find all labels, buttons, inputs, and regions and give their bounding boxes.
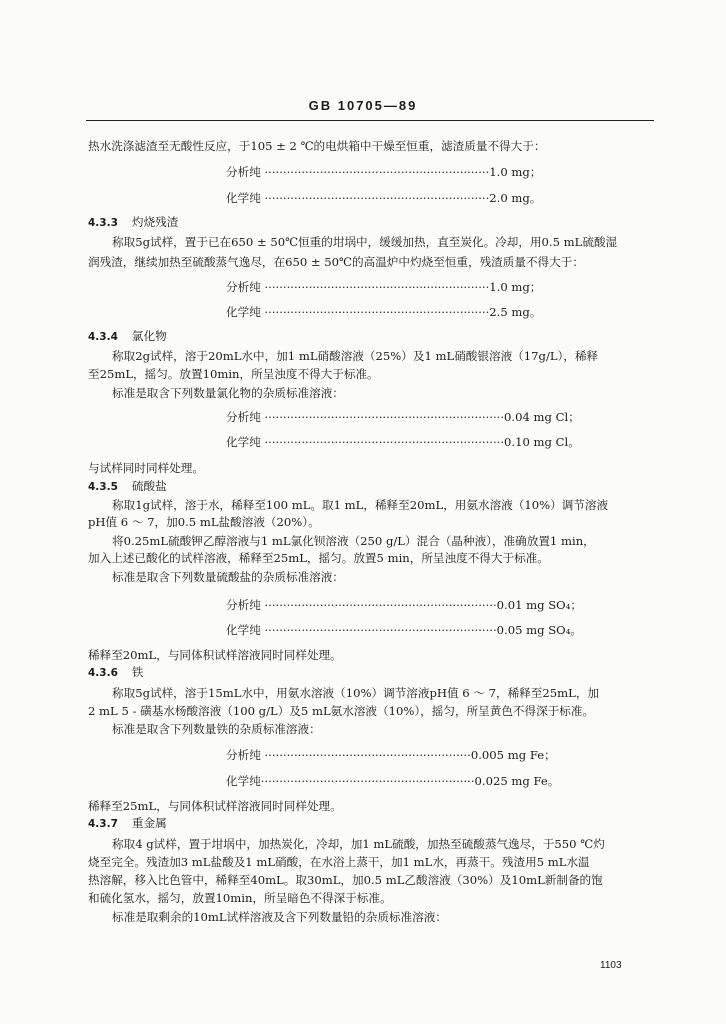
- limit-line: 分析纯 ························································0.005 mg Fe；: [226, 748, 556, 762]
- text-line: 至25mL，摇匀。放置10min，所呈浊度不得大于标准。: [88, 367, 379, 381]
- standard-number: GB 10705—89: [308, 98, 418, 113]
- limit-line: 化学纯 ·····························································2.5 mg。: [226, 305, 542, 319]
- page-number: 1103: [600, 960, 622, 971]
- limit-line: 分析纯 ·································································0.04 mg Cl；: [226, 410, 580, 424]
- text-line: 2 mL 5 - 磺基水杨酸溶液（100 g/L）及5 mL氨水溶液（10%），摇匀，所呈黄色不得深于标准。: [88, 704, 595, 718]
- section-title: 重金属: [131, 816, 167, 830]
- section-heading: [88, 214, 178, 231]
- text-line: 稀释至20mL，与同体积试样溶液同时同样处理。: [88, 648, 342, 662]
- section-number: 4.3.7: [88, 818, 118, 830]
- text-line: 称取5g试样，置于已在650 ± 50℃恒重的坩埚中，缓缓加热，直至炭化。冷却，用0.5 mL硫酸湿: [112, 235, 618, 249]
- text-line: 与试样同时同样处理。: [88, 461, 204, 475]
- section-heading: [88, 328, 167, 345]
- section-heading: [88, 815, 167, 832]
- limit-line: 化学纯··························································0.025 mg Fe。: [226, 774, 560, 788]
- limit-line: 化学纯 ·······························································0.05 mg SO₄。: [226, 623, 582, 637]
- limit-line: 分析纯 ·····························································1.0 mg；: [226, 165, 542, 179]
- section-number: 4.3.6: [88, 667, 118, 679]
- text-line: 将0.25mL硫酸钾乙醇溶液与1 mL氯化钡溶液（250 g/L）混合（晶种液），准确放置1 min，: [112, 534, 595, 548]
- section-number: 4.3.3: [88, 217, 118, 229]
- text-line: 加入上述已酸化的试样溶液，稀释至25mL，摇匀。放置5 min，所呈浊度不得大于标准。: [88, 551, 549, 565]
- section-title: 铁: [131, 665, 144, 679]
- text-line: 称取4 g试样，置于坩埚中，加热炭化，冷却，加1 mL硫酸，加热至硫酸蒸气逸尽，于550 ℃灼: [112, 837, 605, 851]
- limit-line: 分析纯 ·······························································0.01 mg SO₄；: [226, 598, 582, 612]
- section-number: 4.3.5: [88, 481, 118, 493]
- section-heading: [88, 664, 144, 681]
- text-line: 称取2g试样，溶于20mL水中，加1 mL硝酸溶液（25%）及1 mL硝酸银溶液（17g/L），稀释: [112, 349, 599, 363]
- text-line: 和硫化氢水，摇匀，放置10min，所呈暗色不得深于标准。: [88, 891, 392, 905]
- limit-line: 化学纯 ·····························································2.0 mg。: [226, 191, 542, 205]
- limit-line: 化学纯 ·································································0.10 mg Cl。: [226, 435, 580, 449]
- header-rule: [86, 120, 654, 121]
- text-line: 稀释至25mL，与同体积试样溶液同时同样处理。: [88, 799, 342, 813]
- text-line: pH值 6 ～ 7，加0.5 mL盐酸溶液（20%）。: [88, 515, 320, 529]
- text-line: 热溶解，移入比色管中，稀释至40mL。取30mL，加0.5 mL乙酸溶液（30%）及10mL新制备的饱: [88, 873, 603, 887]
- section-number: 4.3.4: [88, 331, 118, 343]
- text-line: 标准是取含下列数量氯化物的杂质标准溶液：: [112, 386, 344, 400]
- text-line: 润残渣，继续加热至硫酸蒸气逸尽，在650 ± 50℃的高温炉中灼烧至恒重，残渣质量不得大于：: [88, 255, 584, 269]
- text-line: 标准是取含下列数量硫酸盐的杂质标准溶液：: [112, 570, 344, 584]
- text-line: 称取1g试样，溶于水，稀释至100 mL。取1 mL，稀释至20mL，用氨水溶液（10%）调节溶液: [112, 498, 609, 512]
- section-title: 硫酸盐: [131, 479, 167, 493]
- section-title: 灼烧残渣: [131, 215, 179, 229]
- text-line: 标准是取含下列数量铁的杂质标准溶液：: [112, 722, 321, 736]
- section-title: 氯化物: [131, 329, 167, 343]
- text-line: 烧至完全。残渣加3 mL盐酸及1 mL硝酸，在水浴上蒸干，加1 mL水，再蒸干。残渣用5 mL水温: [88, 855, 590, 869]
- limit-line: 分析纯 ·····························································1.0 mg；: [226, 280, 542, 294]
- text-line: 热水洗涤滤渣至无酸性反应，于105 ± 2 ℃的电烘箱中干燥至恒重，滤渣质量不得大于：: [88, 139, 546, 153]
- section-heading: [88, 478, 167, 495]
- text-line: 标准是取剩余的10mL试样溶液及含下列数量铅的杂质标准溶液：: [112, 910, 447, 924]
- text-line: 称取5g试样，溶于15mL水中，用氨水溶液（10%）调节溶液pH值 6 ～ 7，稀释至25mL，加: [112, 686, 600, 700]
